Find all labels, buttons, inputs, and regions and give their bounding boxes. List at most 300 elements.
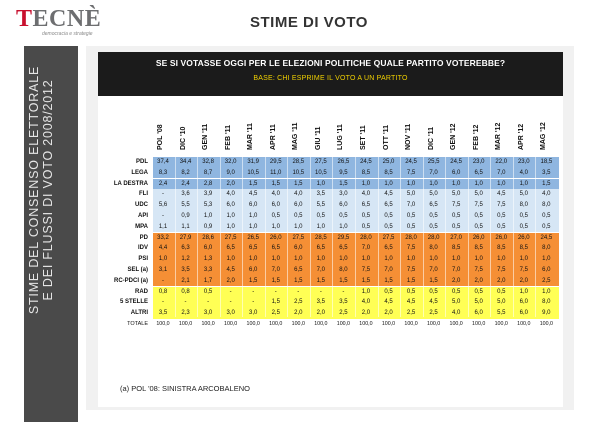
value-cell: 0,5: [542, 223, 551, 230]
value-cell: 3,0: [203, 310, 213, 317]
value-cell: 23,0: [472, 159, 485, 165]
value-cell: 0,5: [474, 223, 483, 230]
party-label: SEL (a): [127, 267, 148, 273]
value-cell: 4,5: [384, 299, 393, 306]
value-cell: 3,5: [316, 299, 326, 306]
row-band: [153, 200, 559, 211]
value-cell: 2,5: [294, 299, 303, 306]
value-cell: 1,2: [181, 256, 190, 263]
value-cell: 6,5: [316, 245, 326, 252]
value-cell: 1,0: [497, 256, 506, 263]
column-header: OTT '11: [382, 124, 390, 150]
value-cell: 7,5: [406, 169, 416, 176]
value-cell: 7,5: [474, 202, 483, 209]
value-cell: 100,0: [178, 321, 193, 327]
value-cell: 1,0: [361, 288, 371, 295]
row-band: [153, 189, 559, 200]
value-cell: 3,5: [316, 191, 326, 198]
value-cell: 28,0: [405, 234, 417, 241]
value-cell: 5,0: [451, 299, 461, 306]
value-cell: 27,5: [224, 234, 237, 241]
value-cell: -: [342, 288, 345, 295]
value-cell: 4,0: [226, 191, 235, 198]
value-cell: 0,5: [497, 223, 506, 230]
value-cell: 6,0: [339, 202, 348, 209]
column-separator: [242, 155, 243, 317]
value-cell: 8,7: [203, 169, 213, 176]
value-cell: 2,5: [406, 310, 416, 317]
value-cell: 6,0: [294, 245, 303, 252]
row-band: [153, 157, 559, 168]
chart-title: SE SI VOTASSE OGGI PER LE ELEZIONI POLITICHE QUALE PARTITO VOTEREBBE?: [155, 58, 506, 68]
column-separator: [535, 155, 536, 317]
value-cell: 0,9: [181, 213, 190, 219]
value-cell: 0,5: [429, 223, 438, 230]
value-cell: 4,0: [451, 310, 461, 317]
value-cell: 34,4: [179, 159, 192, 165]
value-cell: 6,5: [384, 202, 393, 209]
value-cell: 1,0: [249, 223, 258, 230]
value-cell: 1,5: [339, 277, 348, 284]
value-cell: 1,5: [406, 277, 416, 284]
column-header: FEB '11: [224, 124, 232, 150]
value-cell: 24,5: [405, 159, 417, 165]
value-cell: 1,5: [271, 277, 280, 284]
value-cell: 28,5: [292, 159, 305, 165]
value-cell: 11,0: [270, 169, 282, 176]
value-cell: 6,3: [181, 245, 190, 252]
value-cell: 0,5: [361, 213, 371, 219]
value-cell: 9,0: [226, 169, 235, 176]
row-band: [153, 254, 559, 265]
value-cell: 2,0: [519, 277, 528, 284]
value-cell: 8,0: [339, 267, 348, 273]
value-cell: 2,5: [542, 277, 551, 284]
column-separator: [445, 155, 446, 317]
value-cell: 4,0: [542, 191, 551, 198]
value-cell: 0,5: [474, 213, 483, 219]
value-cell: 1,7: [203, 277, 213, 284]
value-cell: 1,1: [158, 223, 168, 230]
value-cell: 1,0: [226, 223, 235, 230]
value-cell: 100,0: [426, 321, 441, 327]
value-cell: 1,5: [271, 180, 280, 187]
value-cell: 5,0: [474, 299, 483, 306]
chart-subtitle: BASE: CHI ESPRIME IL VOTO A UN PARTITO: [253, 75, 408, 82]
value-cell: 25,5: [427, 159, 440, 165]
column-separator: [490, 155, 491, 317]
value-cell: 3,0: [339, 191, 348, 198]
row-band: [153, 168, 559, 179]
tecne-logo: [16, 6, 126, 44]
value-cell: 6,0: [474, 310, 483, 317]
party-label: 5 STELLE: [119, 299, 148, 306]
value-cell: 2,4: [158, 180, 168, 187]
column-header: GEN '12: [450, 123, 458, 150]
value-cell: 7,5: [451, 202, 461, 209]
value-cell: 1,0: [271, 256, 280, 263]
value-cell: 1,0: [406, 256, 416, 263]
value-cell: 2,0: [226, 277, 235, 284]
value-cell: 6,0: [249, 267, 258, 273]
value-cell: 27,0: [450, 234, 462, 241]
value-cell: -: [162, 277, 164, 284]
value-cell: 8,0: [542, 299, 551, 306]
value-cell: 8,0: [542, 202, 551, 209]
column-header: MAR '11: [247, 123, 255, 150]
column-separator: [378, 155, 379, 317]
party-label: PSI: [138, 256, 148, 263]
value-cell: -: [252, 299, 255, 306]
value-cell: 8,5: [519, 245, 528, 252]
value-cell: 1,5: [361, 277, 371, 284]
value-cell: 8,0: [429, 245, 438, 252]
value-cell: 8,3: [158, 169, 168, 176]
total-row: [100, 319, 560, 330]
column-separator: [310, 155, 311, 317]
party-label: PD: [139, 234, 148, 241]
value-cell: 6,0: [451, 169, 461, 176]
value-cell: 1,0: [316, 180, 326, 187]
value-cell: 1,5: [294, 180, 303, 187]
value-cell: 27,9: [179, 234, 192, 241]
value-cell: 10,5: [247, 169, 260, 176]
column-separator: [197, 155, 198, 317]
value-cell: 7,0: [361, 245, 371, 252]
column-header: GEN '11: [202, 123, 210, 150]
value-cell: 1,0: [451, 256, 461, 263]
value-cell: 0,5: [384, 223, 393, 230]
value-cell: 28,0: [360, 234, 372, 241]
value-cell: 8,0: [519, 202, 528, 209]
value-cell: 100,0: [494, 321, 508, 327]
value-cell: 0,5: [406, 288, 416, 295]
value-cell: 2,0: [316, 310, 326, 317]
row-band: [153, 319, 559, 330]
sidebar-title: STIME DEL CONSENSO ELETTORALE E DEI FLUSSI DI VOTO 2008/2012: [27, 65, 55, 315]
row-band: [153, 211, 559, 222]
value-cell: 6,5: [429, 202, 438, 209]
value-cell: 4,4: [158, 245, 168, 252]
value-cell: 6,5: [271, 245, 280, 252]
row-band: [153, 297, 559, 308]
value-cell: -: [229, 299, 232, 306]
row-band: [153, 243, 559, 254]
party-label: LA DESTRA: [113, 180, 148, 187]
value-cell: 1,0: [542, 256, 551, 263]
value-cell: 10,5: [315, 169, 327, 176]
value-cell: 100,0: [381, 321, 396, 327]
column-header: MAG '12: [540, 122, 548, 150]
value-cell: 1,0: [316, 256, 326, 263]
value-cell: -: [184, 299, 187, 306]
value-cell: 8,5: [474, 245, 483, 252]
value-cell: 4,5: [249, 191, 258, 198]
value-cell: 1,0: [294, 223, 303, 230]
value-cell: 0,5: [451, 213, 461, 219]
value-cell: 5,0: [497, 299, 506, 306]
column-header: NOV '11: [405, 123, 413, 150]
value-cell: 0,5: [497, 213, 506, 219]
value-cell: 1,5: [294, 277, 303, 284]
value-cell: 100,0: [156, 321, 170, 327]
column-separator: [355, 155, 356, 317]
column-separator: [400, 155, 401, 317]
value-cell: 2,0: [497, 277, 506, 284]
value-cell: 1,0: [226, 256, 235, 263]
value-cell: 7,5: [361, 267, 371, 273]
value-cell: 0,5: [519, 213, 528, 219]
value-cell: 6,0: [249, 202, 258, 209]
value-cell: 1,5: [271, 299, 280, 306]
value-cell: -: [162, 213, 164, 219]
value-cell: 5,5: [316, 202, 326, 209]
column-header: FEB '12: [472, 124, 480, 150]
value-cell: 1,5: [249, 277, 258, 284]
value-cell: 4,5: [384, 191, 393, 198]
value-cell: -: [252, 288, 255, 295]
row-band: [153, 287, 559, 298]
value-cell: 5,0: [406, 191, 416, 198]
value-cell: 1,0: [519, 256, 528, 263]
column-separator: [220, 155, 221, 317]
value-cell: 8,0: [542, 245, 551, 252]
column-separator: [287, 155, 288, 317]
value-cell: 100,0: [269, 321, 283, 327]
value-cell: 1,0: [429, 180, 438, 187]
value-cell: 0,5: [474, 288, 483, 295]
value-cell: 100,0: [404, 321, 418, 327]
column-separator: [175, 155, 176, 317]
value-cell: 100,0: [359, 321, 373, 327]
value-cell: 0,8: [181, 288, 190, 295]
value-cell: 7,0: [406, 202, 416, 209]
value-cell: 2,0: [451, 277, 461, 284]
value-cell: 23,0: [517, 159, 530, 165]
value-cell: 1,0: [429, 256, 438, 263]
value-cell: 27,5: [292, 234, 305, 241]
value-cell: 7,0: [271, 267, 280, 273]
value-cell: 7,5: [497, 267, 506, 273]
value-cell: 6,5: [384, 245, 393, 252]
value-cell: 1,0: [361, 256, 371, 263]
page-title: STIME DI VOTO: [250, 14, 368, 31]
value-cell: 1,0: [519, 288, 528, 295]
value-cell: 0,5: [542, 213, 551, 219]
value-cell: 1,0: [339, 223, 348, 230]
value-cell: 26,0: [517, 234, 530, 241]
value-cell: 100,0: [472, 321, 486, 327]
value-cell: 2,5: [339, 310, 348, 317]
value-cell: -: [162, 299, 164, 306]
value-cell: 4,5: [497, 191, 506, 198]
column-header: GIU '11: [314, 126, 322, 150]
value-cell: 29,5: [269, 159, 282, 165]
value-cell: 0,5: [294, 213, 303, 219]
value-cell: 100,0: [291, 321, 305, 327]
value-cell: 1,0: [497, 180, 506, 187]
value-cell: 6,5: [249, 245, 258, 252]
column-separator: [513, 155, 514, 317]
value-cell: 1,0: [249, 256, 258, 263]
row-band: [153, 179, 559, 190]
value-cell: 100,0: [336, 321, 351, 327]
value-cell: 2,5: [429, 310, 438, 317]
party-label: LEGA: [131, 169, 148, 176]
value-cell: -: [207, 299, 210, 306]
logo-tagline: democracia e strategie: [42, 31, 93, 37]
value-cell: 1,0: [339, 256, 348, 263]
value-cell: 2,0: [361, 310, 371, 317]
column-header: DIC '10: [179, 126, 187, 150]
value-cell: 0,5: [271, 213, 280, 219]
value-cell: 7,0: [429, 267, 438, 273]
value-cell: 1,0: [249, 213, 258, 219]
value-cell: 25,0: [382, 159, 395, 165]
value-cell: 2,3: [181, 310, 190, 317]
value-cell: 0,8: [158, 288, 168, 295]
value-cell: 6,5: [226, 245, 235, 252]
value-cell: 37,4: [157, 159, 169, 165]
value-cell: 5,0: [474, 191, 483, 198]
row-band: [153, 265, 559, 276]
value-cell: 8,2: [181, 169, 190, 176]
value-cell: 4,0: [519, 169, 528, 176]
value-cell: 100,0: [201, 321, 215, 327]
party-label: IDV: [137, 245, 148, 252]
logo-wordmark: TECNÈ: [16, 6, 102, 32]
value-cell: 1,5: [316, 277, 326, 284]
value-cell: 28,6: [202, 234, 214, 241]
value-cell: 1,0: [158, 256, 168, 263]
value-cell: 2,0: [226, 180, 235, 187]
value-cell: 29,5: [337, 234, 350, 241]
value-cell: 6,0: [519, 299, 528, 306]
value-cell: 3,5: [181, 267, 190, 273]
value-cell: 7,5: [519, 267, 528, 273]
value-cell: 0,5: [451, 288, 461, 295]
value-cell: 6,0: [203, 245, 213, 252]
party-label: TOTALE: [127, 321, 148, 327]
footnote: (a) POL '08: SINISTRA ARCOBALENO: [120, 384, 250, 393]
value-cell: 2,5: [271, 310, 280, 317]
column-header: SET '11: [359, 125, 367, 150]
party-label: ALTRI: [130, 310, 148, 317]
value-cell: 28,5: [315, 234, 327, 241]
value-cell: 0,5: [406, 213, 416, 219]
value-cell: 5,5: [497, 310, 506, 317]
value-cell: 9,5: [339, 169, 348, 176]
value-cell: 3,5: [339, 299, 348, 306]
value-cell: 32,0: [224, 159, 237, 165]
value-cell: 8,5: [361, 169, 371, 176]
value-cell: 1,0: [294, 256, 303, 263]
value-cell: 1,5: [384, 277, 393, 284]
value-cell: 4,0: [361, 191, 371, 198]
value-cell: 0,5: [519, 223, 528, 230]
value-cell: 18,5: [540, 159, 553, 165]
row-band: [153, 276, 559, 287]
column-separator: [265, 155, 266, 317]
value-cell: 0,5: [339, 213, 348, 219]
value-cell: -: [297, 288, 300, 295]
value-cell: 6,0: [226, 202, 235, 209]
value-cell: 4,0: [294, 191, 303, 198]
value-cell: 32,8: [202, 159, 214, 165]
value-cell: 31,9: [247, 159, 260, 165]
value-cell: 2,0: [294, 310, 303, 317]
row-band: [153, 308, 559, 319]
value-cell: 27,5: [315, 159, 327, 165]
value-cell: 100,0: [246, 321, 260, 327]
value-cell: 1,5: [249, 180, 258, 187]
value-cell: 0,5: [316, 213, 326, 219]
value-cell: 5,6: [158, 202, 168, 209]
value-cell: 4,5: [429, 299, 438, 306]
value-cell: 0,5: [203, 288, 213, 295]
value-cell: 2,1: [181, 277, 190, 284]
value-cell: 7,0: [451, 267, 461, 273]
value-cell: 3,3: [203, 267, 213, 273]
party-label: UDC: [135, 202, 148, 209]
value-cell: 1,3: [203, 256, 213, 263]
value-cell: 3,9: [203, 191, 213, 198]
value-cell: 0,5: [429, 213, 438, 219]
value-cell: 7,0: [429, 169, 438, 176]
value-cell: 100,0: [314, 321, 328, 327]
value-cell: 4,5: [226, 267, 235, 273]
value-cell: 7,0: [316, 267, 326, 273]
value-cell: 1,0: [542, 288, 551, 295]
value-cell: 7,5: [406, 245, 416, 252]
value-cell: 1,0: [474, 180, 483, 187]
value-cell: -: [229, 288, 232, 295]
value-cell: 8,5: [497, 245, 506, 252]
value-cell: 6,0: [294, 202, 303, 209]
value-cell: 6,0: [542, 267, 551, 273]
value-cell: 26,0: [472, 234, 485, 241]
value-cell: 1,0: [271, 223, 280, 230]
value-cell: 1,0: [474, 256, 483, 263]
value-cell: 0,5: [497, 288, 506, 295]
value-cell: 1,5: [542, 180, 551, 187]
column-header: MAR '12: [495, 122, 503, 150]
column-separator: [468, 155, 469, 317]
value-cell: 22,0: [495, 159, 508, 165]
party-label: RC-PDCI (a): [114, 277, 148, 284]
value-cell: 0,5: [451, 223, 461, 230]
column-separator: [423, 155, 424, 317]
value-cell: 8,5: [384, 169, 393, 176]
value-cell: 1,0: [226, 213, 235, 219]
value-cell: 3,5: [542, 169, 551, 176]
value-cell: 0,9: [203, 223, 213, 230]
value-cell: 24,5: [360, 159, 372, 165]
value-cell: 4,0: [271, 191, 280, 198]
value-cell: 6,0: [519, 310, 528, 317]
value-cell: 26,5: [247, 234, 260, 241]
value-cell: 5,3: [203, 202, 213, 209]
row-band: [153, 222, 559, 233]
value-cell: 9,0: [542, 310, 551, 317]
value-cell: 24,5: [540, 234, 553, 241]
value-cell: 100,0: [449, 321, 463, 327]
value-cell: 1,5: [429, 277, 438, 284]
value-cell: 24,5: [450, 159, 462, 165]
value-cell: 7,5: [497, 202, 506, 209]
value-cell: 7,0: [384, 267, 393, 273]
value-cell: 3,1: [158, 267, 168, 273]
